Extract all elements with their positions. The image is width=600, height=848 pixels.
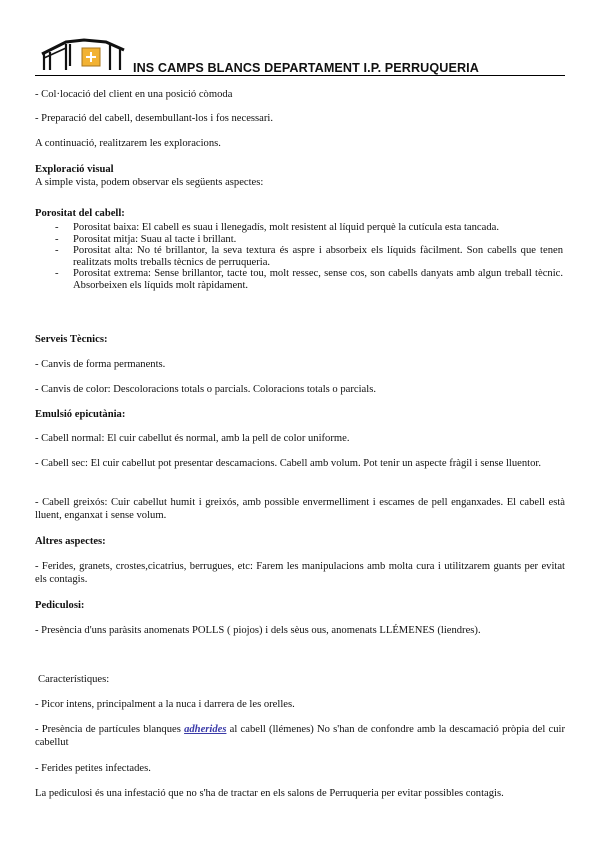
list-item: - Porositat mitja: Suau al tacte i brillant. <box>55 233 237 245</box>
intro-line-2: - Preparació del cabell, desembullant-los i fos necessari. <box>35 112 273 124</box>
other-text: - Ferides, granets, crostes,cicatrius, berrugues, etc: Farem les manipulacions amb molta cura i utilitzarem guants per evitat els contagis. <box>35 560 565 585</box>
emulsion-heading: Emulsió epicutània: <box>35 408 126 420</box>
other-heading: Altres aspectes: <box>35 535 106 547</box>
features-closing: La pediculosi és una infestació que no s'ha de tractar en els salons de Perruqueria per evitar possibles contagis. <box>35 787 504 799</box>
school-logo <box>40 36 130 75</box>
intro-line-1: - Col·locació del client en una posició còmoda <box>35 88 233 100</box>
intro-line-3: A continuació, realitzarem les exploracions. <box>35 137 221 149</box>
features-particles <box>35 723 565 749</box>
features-heading: Característiques: <box>38 673 110 685</box>
visual-heading: Exploració visual <box>35 163 114 175</box>
header-rule <box>35 75 565 76</box>
services-heading: Serveis Tècnics: <box>35 333 108 345</box>
lice-heading: Pediculosi: <box>35 599 85 611</box>
services-line-1: - Canvis de forma permanents. <box>35 358 166 370</box>
features-particles-after: al cabell (llémenes) No s'han de confondre amb la descamació pròpia del cuir cabellut <box>35 723 565 748</box>
porosity-item-text: Porositat extrema: Sense brillantor, tacte tou, molt ressec, sense cos, son cabells danyats amb algun treball tècnic. Absorbeixen els líquids molt ràpidament. <box>73 268 563 291</box>
list-item: - Porositat alta: No té brillantor, la seva textura és aspre i absorbeix els líquids fàcilment. Son cabells que tenen realitzats molts treballs tècnics de perruqueria. <box>55 245 563 268</box>
services-line-2: - Canvis de color: Descoloracions totals o parcials. Coloracions totals o parcials. <box>35 383 376 395</box>
emulsion-greasy: - Cabell greixós: Cuir cabellut humit i greixós, amb possible envermelliment i escames de pell enganxades. El cabell està lluent, enganxat i sense volum. <box>35 496 565 521</box>
page-header-title: INS CAMPS BLANCS DEPARTAMENT I.P. PERRUQUERIA <box>133 61 479 75</box>
lice-text: - Presència d'uns paràsits anomenats POLLS ( piojos) i dels sèus ous, anomenats LLÉMENES (liendres). <box>35 624 481 636</box>
porosity-heading: Porositat del cabell: <box>35 207 125 219</box>
porosity-item-text: Porositat mitja: Suau al tacte i brillant. <box>73 233 237 245</box>
adherides-link[interactable]: adherides <box>184 723 227 735</box>
porosity-list <box>35 222 563 292</box>
porosity-item-text: Porositat baixa: El cabell es suau i llenegadís, molt resistent al líquid perquè la cutícula esta tancada. <box>73 222 499 233</box>
emulsion-normal: - Cabell normal: El cuir cabellut és normal, amb la pell de color uniforme. <box>35 432 350 444</box>
features-itch: - Picor intens, principalment a la nuca i darrera de les orelles. <box>35 698 295 710</box>
features-wounds: - Ferides petites infectades. <box>35 762 151 774</box>
visual-text: A simple vista, podem observar els següents aspectes: <box>35 176 264 188</box>
features-particles-before: - Presència de partícules blanques <box>35 723 185 735</box>
list-item: - Porositat extrema: Sense brillantor, tacte tou, molt ressec, sense cos, son cabells danyats amb algun treball tècnic. Absorbeixen els líquids molt ràpidament. <box>55 268 563 291</box>
emulsion-dry: - Cabell sec: El cuir cabellut pot presentar descamacions. Cabell amb volum. Pot tenir un aspecte fràgil i sense lluentor. <box>35 457 541 469</box>
porosity-item-text: Porositat alta: No té brillantor, la seva textura és aspre i absorbeix els líquids fàcilment. Son cabells que tenen realitzats molts treballs tècnics de perruqueria. <box>73 245 563 268</box>
list-item: - Porositat baixa: El cabell es suau i llenegadís, molt resistent al líquid perquè la cutícula esta tancada. <box>55 222 499 233</box>
